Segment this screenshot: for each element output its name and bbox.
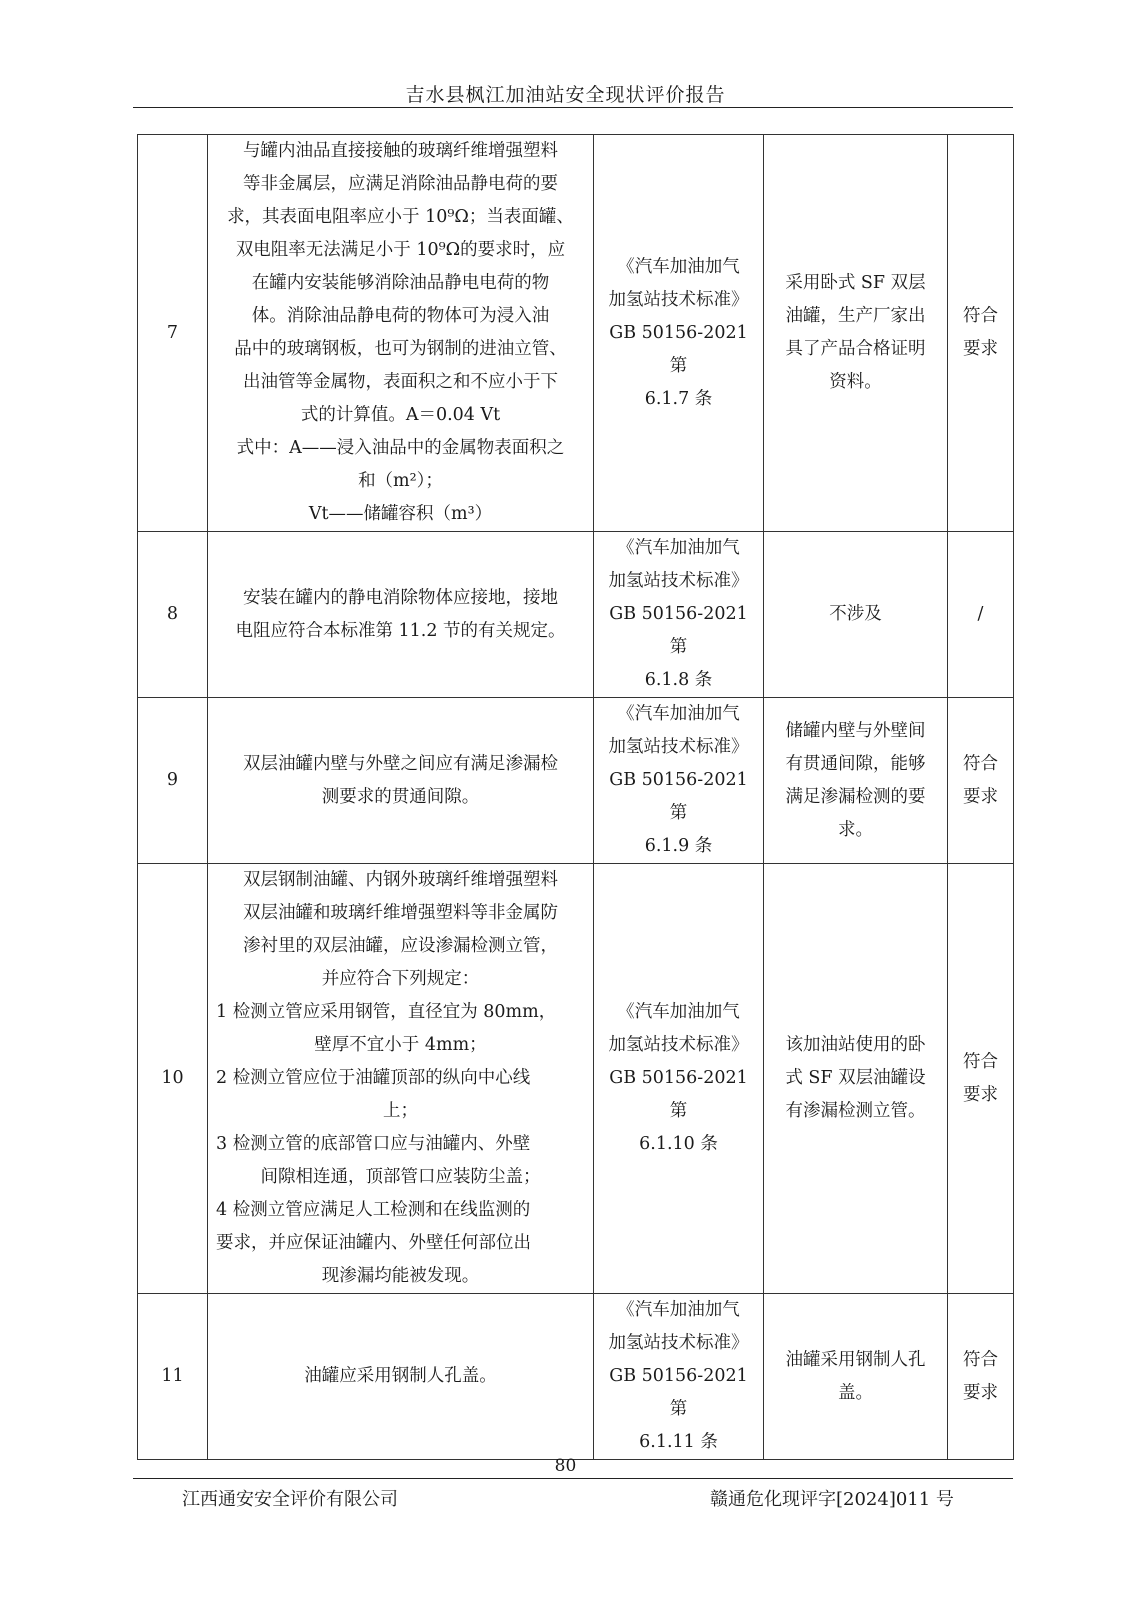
row-number: 10 (138, 864, 208, 1294)
basis-line: 加氢站技术标准》 (608, 737, 749, 757)
requirement-line: 等非金属层，应满足消除油品静电荷的要 (243, 174, 558, 194)
requirement-list-line: 壁厚不宜小于 4mm； (314, 1035, 487, 1055)
requirement-line: 双层油罐和玻璃纤维增强塑料等非金属防 (243, 903, 558, 923)
basis-line: 6.1.11 条 (639, 1432, 718, 1452)
requirement-cell (208, 864, 594, 1294)
conclusion-line: 符合 (963, 753, 998, 774)
footer-report-number: 赣通危化现评字[2024]011 号 (710, 1489, 954, 1510)
conclusion-cell (948, 532, 1014, 698)
basis-line: 《汽车加油加气 (617, 704, 740, 724)
header-rule (133, 107, 1013, 108)
requirement-line: Vt——储罐容积（m³） (308, 504, 493, 524)
basis-cell (594, 135, 764, 532)
fact-cell (764, 532, 948, 698)
basis-cell (594, 532, 764, 698)
footer-rule (133, 1478, 1013, 1479)
requirement-line: 体。消除油品静电荷的物体可为浸入油 (251, 306, 550, 326)
requirement-list-line: 要求，并应保证油罐内、外壁任何部位出 (216, 1233, 531, 1253)
fact-cell (764, 698, 948, 864)
requirement-cell (208, 532, 594, 698)
fact-cell (764, 1294, 948, 1460)
evaluation-table (137, 134, 1014, 1460)
fact-line: 式 SF 双层油罐设 (785, 1068, 926, 1088)
basis-line: 《汽车加油加气 (617, 538, 740, 558)
requirement-line: 渗衬里的双层油罐，应设渗漏检测立管， (243, 936, 558, 956)
basis-cell (594, 698, 764, 864)
basis-line: 6.1.7 条 (644, 388, 713, 409)
report-header-title: 吉水县枫江加油站安全现状评价报告 (405, 84, 726, 106)
conclusion-line: / (977, 604, 984, 624)
basis-line: 加氢站技术标准》 (608, 289, 749, 310)
basis-line: 6.1.9 条 (644, 836, 713, 856)
requirement-cell (208, 135, 594, 532)
fact-line: 储罐内壁与外壁间 (785, 720, 926, 741)
fact-line: 油罐采用钢制人孔 (785, 1349, 926, 1370)
fact-line: 不涉及 (829, 604, 882, 624)
requirement-line: 求，其表面电阻率应小于 10⁹Ω；当表面罐、 (227, 207, 574, 227)
requirement-line: 出油管等金属物，表面积之和不应小于下 (243, 372, 558, 392)
conclusion-line: 要求 (963, 1084, 998, 1105)
fact-line: 具了产品合格证明 (785, 339, 926, 359)
basis-line: 《汽车加油加气 (617, 1300, 740, 1320)
footer-company: 江西通安安全评价有限公司 (182, 1489, 398, 1510)
conclusion-line: 要求 (963, 1382, 998, 1403)
requirement-list-line: 间隙相连通，顶部管口应装防尘盖； (260, 1167, 541, 1187)
requirement-line: 和（m²）； (358, 471, 443, 491)
requirement-line: 测要求的贯通间隙。 (321, 786, 480, 807)
conclusion-cell (948, 135, 1014, 532)
fact-line: 满足渗漏检测的要 (785, 786, 926, 807)
requirement-line: 式的计算值。A＝0.04 Vt (300, 405, 501, 425)
requirement-line: 油罐应采用钢制人孔盖。 (304, 1366, 497, 1386)
basis-line: GB 50156-2021 第 (609, 1366, 748, 1419)
requirement-line: 在罐内安装能够消除油品静电电荷的物 (251, 273, 550, 293)
requirement-line: 式中：A——浸入油品中的金属物表面积之 (236, 438, 565, 458)
basis-line: GB 50156-2021 第 (609, 1068, 748, 1121)
basis-cell (594, 1294, 764, 1460)
fact-line: 求。 (838, 819, 873, 840)
requirement-list-line: 3 检测立管的底部管口应与油罐内、外壁 (216, 1134, 531, 1154)
requirement-cell (208, 698, 594, 864)
basis-line: 加氢站技术标准》 (608, 1035, 749, 1055)
row-number: 7 (138, 135, 208, 532)
requirement-line: 安装在罐内的静电消除物体应接地，接地 (243, 587, 558, 608)
basis-cell (594, 864, 764, 1294)
row-number: 8 (138, 532, 208, 698)
requirement-line: 双层油罐内壁与外壁之间应有满足渗漏检 (243, 753, 558, 774)
fact-line: 该加油站使用的卧 (785, 1035, 926, 1055)
basis-line: 6.1.8 条 (644, 670, 713, 690)
table-row (138, 864, 1014, 1294)
table-row (138, 698, 1014, 864)
requirement-list-line: 现渗漏均能被发现。 (321, 1266, 480, 1286)
conclusion-cell (948, 1294, 1014, 1460)
conclusion-line: 符合 (963, 1349, 998, 1370)
requirement-line: 双层钢制油罐、内钢外玻璃纤维增强塑料 (243, 870, 558, 890)
table-row (138, 1294, 1014, 1460)
page-number: 80 (554, 1456, 577, 1476)
row-number: 9 (138, 698, 208, 864)
fact-line: 有渗漏检测立管。 (785, 1101, 926, 1121)
basis-line: GB 50156-2021 第 (609, 322, 748, 376)
requirement-cell (208, 1294, 594, 1460)
conclusion-cell (948, 698, 1014, 864)
requirement-line: 与罐内油品直接接触的玻璃纤维增强塑料 (243, 141, 558, 161)
basis-line: 《汽车加油加气 (617, 1002, 740, 1022)
requirement-line: 并应符合下列规定： (321, 969, 480, 989)
requirement-line: 品中的玻璃钢板，也可为钢制的进油立管、 (234, 339, 567, 359)
requirement-list-line: 2 检测立管应位于油罐顶部的纵向中心线 (216, 1068, 531, 1088)
basis-line: 加氢站技术标准》 (608, 571, 749, 591)
basis-line: GB 50156-2021 第 (609, 770, 748, 823)
requirement-line: 电阻应符合本标准第 11.2 节的有关规定。 (235, 620, 566, 641)
conclusion-line: 要求 (963, 339, 998, 359)
fact-line: 盖。 (838, 1382, 873, 1403)
fact-line: 资料。 (829, 372, 882, 392)
requirement-line: 双电阻率无法满足小于 10⁹Ω的要求时，应 (235, 240, 566, 260)
table-row (138, 532, 1014, 698)
basis-line: 6.1.10 条 (639, 1134, 718, 1154)
fact-line: 采用卧式 SF 双层 (785, 273, 926, 293)
fact-cell (764, 135, 948, 532)
fact-line: 油罐，生产厂家出 (785, 306, 926, 326)
conclusion-cell (948, 864, 1014, 1294)
conclusion-line: 符合 (963, 1051, 998, 1072)
basis-line: 《汽车加油加气 (617, 256, 740, 277)
table-row (138, 135, 1014, 532)
requirement-list-line: 1 检测立管应采用钢管，直径宜为 80mm， (216, 1002, 557, 1022)
conclusion-line: 要求 (963, 786, 998, 807)
requirement-list-line: 4 检测立管应满足人工检测和在线监测的 (216, 1200, 531, 1220)
fact-cell (764, 864, 948, 1294)
row-number: 11 (138, 1294, 208, 1460)
basis-line: GB 50156-2021 第 (609, 604, 748, 657)
fact-line: 有贯通间隙，能够 (785, 753, 926, 774)
basis-line: 加氢站技术标准》 (608, 1333, 749, 1353)
conclusion-line: 符合 (963, 306, 998, 326)
requirement-list-line: 上； (383, 1101, 418, 1121)
